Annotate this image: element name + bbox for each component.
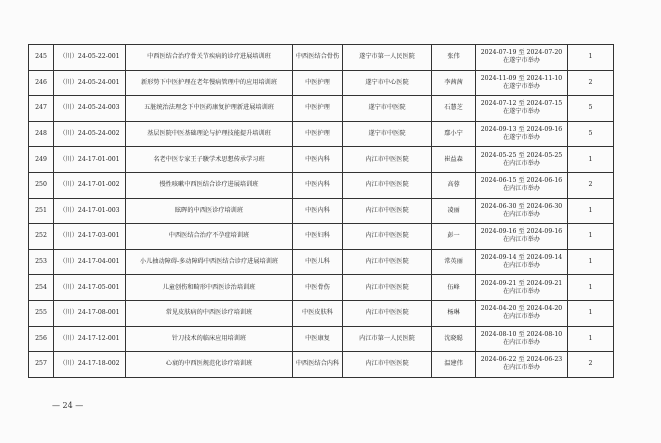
cell-code: （川）24-05-24-003 xyxy=(54,96,126,122)
cell-code: （川）24-17-01-003 xyxy=(54,198,126,224)
table-row xyxy=(29,198,614,224)
cell-course-name: 慢性咳嗽中西医结合诊疗进展培训班 xyxy=(126,172,293,198)
cell-department: 中医儿科 xyxy=(293,249,343,275)
cell-time-place: 2024-08-10 至 2024-08-10 在内江市举办 xyxy=(476,326,568,352)
cell-code: （川）24-17-08-001 xyxy=(54,300,126,326)
cell-course-name: 中西医结合治疗骨关节疾病的诊疗进展培训班 xyxy=(126,45,293,71)
cell-time-place: 2024-06-15 至 2024-06-16 在内江市举办 xyxy=(476,172,568,198)
cell-code: （川）24-17-03-001 xyxy=(54,224,126,250)
cell-course-name: 针刀技术的临床应用培训班 xyxy=(126,326,293,352)
table-row xyxy=(29,249,614,275)
cell-lead-person: 鄢小宁 xyxy=(432,121,476,147)
cell-credit: 2 xyxy=(568,70,614,96)
table-row xyxy=(29,300,614,326)
table-row xyxy=(29,275,614,301)
cell-organizer: 内江市中医医院 xyxy=(343,300,432,326)
cell-department: 中医护理 xyxy=(293,96,343,122)
cell-code: （川）24-17-04-001 xyxy=(54,249,126,275)
cell-number: 257 xyxy=(29,352,54,378)
cell-department: 中医皮肤科 xyxy=(293,300,343,326)
cell-code: （川）24-05-24-002 xyxy=(54,121,126,147)
cell-time-place: 2024-09-21 至 2024-09-21 在内江市举办 xyxy=(476,275,568,301)
table-row xyxy=(29,172,614,198)
cell-time-place: 2024-09-13 至 2024-09-16 在遂宁市举办 xyxy=(476,121,568,147)
cell-credit: 1 xyxy=(568,326,614,352)
cell-code: （川）24-17-12-001 xyxy=(54,326,126,352)
cell-organizer: 内江市中医医院 xyxy=(343,224,432,250)
cell-credit: 1 xyxy=(568,224,614,250)
cell-number: 252 xyxy=(29,224,54,250)
cell-course-name: 眩晖的中西医诊疗培训班 xyxy=(126,198,293,224)
page-number: — 24 — xyxy=(52,401,84,410)
cell-department: 中医妇科 xyxy=(293,224,343,250)
cell-organizer: 遂宁市第一人民医院 xyxy=(343,45,432,71)
cell-department: 中医护理 xyxy=(293,70,343,96)
cell-number: 249 xyxy=(29,147,54,173)
cell-lead-person: 崔益森 xyxy=(432,147,476,173)
cell-number: 255 xyxy=(29,300,54,326)
cell-number: 256 xyxy=(29,326,54,352)
cell-code: （川）24-05-24-001 xyxy=(54,70,126,96)
cell-course-name: 中西医结合治疗不孕症培训班 xyxy=(126,224,293,250)
cell-lead-person: 沈晓聪 xyxy=(432,326,476,352)
cell-code: （川）24-17-05-001 xyxy=(54,275,126,301)
cell-department: 中医内科 xyxy=(293,198,343,224)
cell-course-name: 新形势下中医护理在老年慢病管理中的应用培训班 xyxy=(126,70,293,96)
table-row xyxy=(29,121,614,147)
table-row xyxy=(29,326,614,352)
cell-organizer: 内江市第一人民医院 xyxy=(343,326,432,352)
cell-number: 245 xyxy=(29,45,54,71)
cell-number: 247 xyxy=(29,96,54,122)
cell-lead-person: 常英丽 xyxy=(432,249,476,275)
cell-number: 251 xyxy=(29,198,54,224)
cell-lead-person: 温建伟 xyxy=(432,352,476,378)
cell-lead-person: 凌丽 xyxy=(432,198,476,224)
cell-organizer: 遂宁市中医院 xyxy=(343,121,432,147)
cell-lead-person: 彭一 xyxy=(432,224,476,250)
table-row xyxy=(29,147,614,173)
cell-lead-person: 杨琳 xyxy=(432,300,476,326)
cell-credit: 1 xyxy=(568,249,614,275)
cell-department: 中医康复 xyxy=(293,326,343,352)
cell-lead-person: 张伟 xyxy=(432,45,476,71)
cell-lead-person: 石慧芝 xyxy=(432,96,476,122)
cell-code: （川）24-17-01-002 xyxy=(54,172,126,198)
cell-time-place: 2024-09-16 至 2024-09-16 在内江市举办 xyxy=(476,224,568,250)
cell-code: （川）24-05-22-001 xyxy=(54,45,126,71)
cell-department: 中西医结合骨伤 xyxy=(293,45,343,71)
cell-credit: 1 xyxy=(568,275,614,301)
cell-department: 中医内科 xyxy=(293,172,343,198)
cell-credit: 2 xyxy=(568,352,614,378)
cell-lead-person: 高蓉 xyxy=(432,172,476,198)
cell-code: （川）24-17-18-002 xyxy=(54,352,126,378)
cell-organizer: 遂宁市中医院 xyxy=(343,96,432,122)
cell-department: 中西医结合内科 xyxy=(293,352,343,378)
cell-credit: 1 xyxy=(568,147,614,173)
cell-credit: 1 xyxy=(568,198,614,224)
cell-credit: 5 xyxy=(568,121,614,147)
cell-course-name: 基层医院中医基础理论与护理技能提升培训班 xyxy=(126,121,293,147)
cell-course-name: 名老中医专家王子駿学术思想传承学习班 xyxy=(126,147,293,173)
cell-credit: 2 xyxy=(568,172,614,198)
cell-code: （川）24-17-01-001 xyxy=(54,147,126,173)
cell-time-place: 2024-09-14 至 2024-09-14 在内江市举办 xyxy=(476,249,568,275)
cell-time-place: 2024-04-20 至 2024-04-20 在内江市举办 xyxy=(476,300,568,326)
cell-organizer: 内江市中医医院 xyxy=(343,172,432,198)
cell-organizer: 遂宁市中心医院 xyxy=(343,70,432,96)
table-row xyxy=(29,45,614,71)
cell-credit: 1 xyxy=(568,45,614,71)
cell-department: 中医内科 xyxy=(293,147,343,173)
cell-course-name: 心衰的中西医规范化诊疗培训班 xyxy=(126,352,293,378)
course-table xyxy=(28,44,614,378)
cell-number: 254 xyxy=(29,275,54,301)
cell-time-place: 2024-07-12 至 2024-07-15 在遂宁市举办 xyxy=(476,96,568,122)
table-body xyxy=(29,45,614,378)
cell-organizer: 内江市中医医院 xyxy=(343,249,432,275)
cell-department: 中医骨伤 xyxy=(293,275,343,301)
table-row xyxy=(29,224,614,250)
table-row xyxy=(29,96,614,122)
cell-lead-person: 伍峰 xyxy=(432,275,476,301)
cell-time-place: 2024-06-22 至 2024-06-23 在内江市举办 xyxy=(476,352,568,378)
cell-time-place: 2024-07-19 至 2024-07-20 在遂宁市举办 xyxy=(476,45,568,71)
cell-time-place: 2024-06-30 至 2024-06-30 在内江市举办 xyxy=(476,198,568,224)
cell-organizer: 内江市中医医院 xyxy=(343,147,432,173)
cell-course-name: 常见皮肤病的中西医诊疗培训班 xyxy=(126,300,293,326)
cell-number: 248 xyxy=(29,121,54,147)
cell-number: 250 xyxy=(29,172,54,198)
cell-organizer: 内江市中医医院 xyxy=(343,198,432,224)
cell-lead-person: 李茜茜 xyxy=(432,70,476,96)
cell-credit: 1 xyxy=(568,300,614,326)
cell-course-name: 儿童创伤和畸形中西医诊治培训班 xyxy=(126,275,293,301)
cell-time-place: 2024-11-09 至 2024-11-10 在遂宁市举办 xyxy=(476,70,568,96)
cell-course-name: 小儿抽动障碍-多动障碍中西医结合诊疗进展培训班 xyxy=(126,249,293,275)
cell-organizer: 内江市中医医院 xyxy=(343,352,432,378)
table-row xyxy=(29,352,614,378)
cell-course-name: 五脏统治法理念下中医药康复护理新进展培训班 xyxy=(126,96,293,122)
cell-number: 246 xyxy=(29,70,54,96)
cell-department: 中医护理 xyxy=(293,121,343,147)
table-row xyxy=(29,70,614,96)
cell-credit: 5 xyxy=(568,96,614,122)
cell-time-place: 2024-05-25 至 2024-05-25 在内江市举办 xyxy=(476,147,568,173)
cell-number: 253 xyxy=(29,249,54,275)
cell-organizer: 内江市中医医院 xyxy=(343,275,432,301)
